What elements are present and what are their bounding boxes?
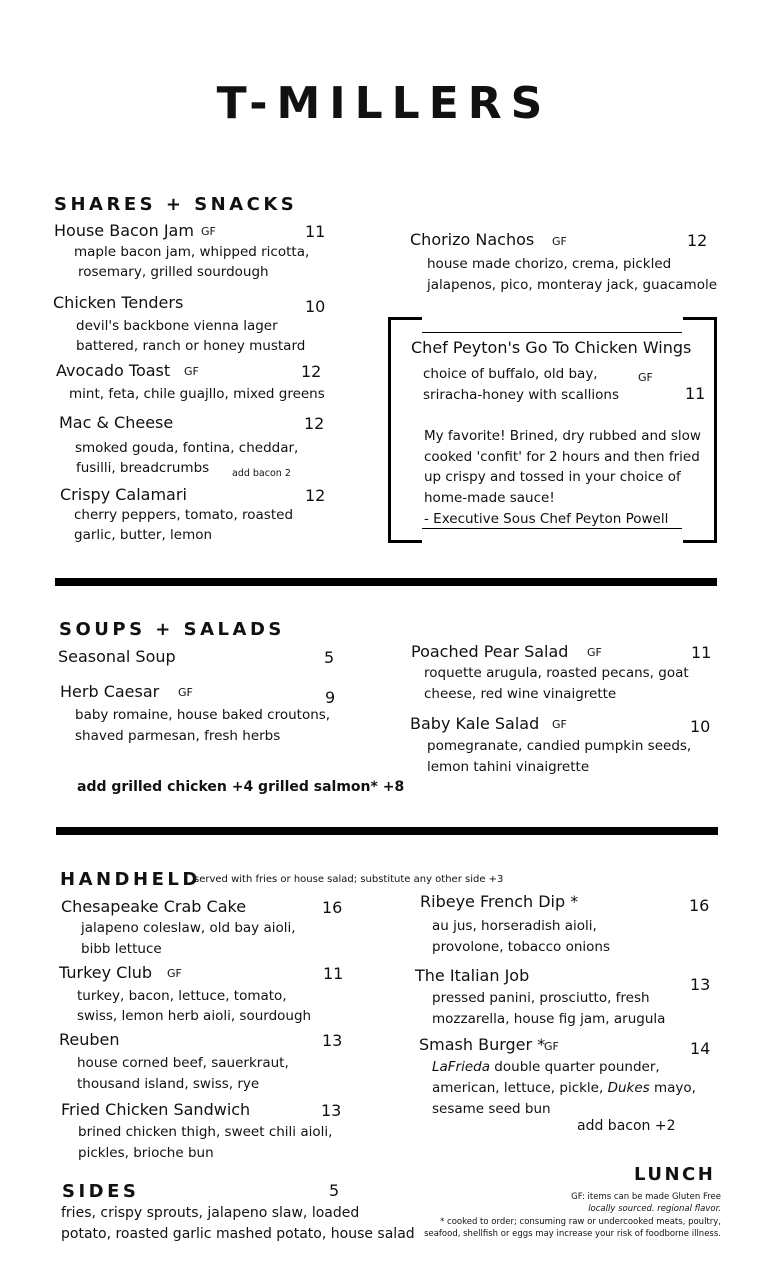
item-price: 5 (329, 1181, 340, 1200)
warning-note: seafood, shellfish or eggs may increase your risk of foodborne illness. (424, 1229, 721, 1239)
item-description (432, 1078, 696, 1099)
item-name: Avocado Toast (56, 361, 171, 380)
item-description: fries, crispy sprouts, jalapeno slaw, loaded (61, 1205, 360, 1221)
item-price: 11 (305, 222, 326, 241)
item-description: turkey, bacon, lettuce, tomato, (77, 988, 287, 1004)
gf-badge: GF (552, 235, 567, 248)
handheld-note: served with fries or house salad; substitute any other side +3 (194, 874, 504, 885)
item-description: baby romaine, house baked croutons, (75, 707, 331, 723)
item-description: thousand island, swiss, rye (77, 1076, 260, 1092)
section-heading-soups: SOUPS + SALADS (59, 619, 285, 640)
chef-quote: home-made sauce! (424, 490, 555, 506)
item-price: 12 (301, 362, 322, 381)
item-description: cherry peppers, tomato, roasted (74, 507, 294, 523)
item-description: au jus, horseradish aioli, (432, 918, 597, 934)
item-name: Ribeye French Dip * (420, 892, 579, 911)
desc-text: mayo, (649, 1080, 696, 1096)
section-divider (56, 827, 718, 835)
item-price: 10 (690, 717, 711, 736)
item-price: 11 (691, 643, 712, 662)
item-description: house corned beef, sauerkraut, (77, 1055, 289, 1071)
salad-addons: add grilled chicken +4 grilled salmon* +8 (77, 779, 405, 795)
section-heading-handheld: HANDHELD (60, 869, 201, 890)
item-name: Reuben (59, 1030, 120, 1049)
item-description: pressed panini, prosciutto, fresh (432, 990, 650, 1006)
item-description: jalapeno coleslaw, old bay aioli, (81, 920, 296, 936)
section-divider (55, 578, 717, 586)
item-price: 13 (321, 1101, 342, 1120)
item-description: maple bacon jam, whipped ricotta, (74, 244, 310, 260)
gf-badge: GF (184, 365, 199, 378)
addon-note: add bacon 2 (232, 468, 291, 479)
item-price: 16 (322, 898, 343, 917)
divider (422, 332, 682, 333)
item-name: Fried Chicken Sandwich (61, 1100, 251, 1119)
gf-badge: GF (178, 686, 193, 699)
brand-name: Dukes (607, 1080, 650, 1096)
item-description: lemon tahini vinaigrette (427, 759, 590, 775)
item-description: pickles, brioche bun (78, 1145, 214, 1161)
item-name: Mac & Cheese (59, 413, 174, 432)
chef-signature: - Executive Sous Chef Peyton Powell (424, 511, 669, 527)
item-description: devil's backbone vienna lager (76, 318, 278, 334)
gf-badge: GF (201, 225, 216, 238)
item-name: Crispy Calamari (60, 485, 187, 504)
item-description (432, 1057, 660, 1078)
gf-badge: GF (544, 1040, 559, 1053)
brand-name: LaFrieda (432, 1059, 491, 1075)
desc-text: double quarter pounder, (490, 1059, 660, 1075)
item-name: Seasonal Soup (58, 647, 176, 666)
item-description: sriracha-honey with scallions (423, 387, 620, 403)
item-description: shaved parmesan, fresh herbs (75, 728, 281, 744)
item-name: Chicken Tenders (53, 293, 184, 312)
chef-quote: up crispy and tossed in your choice of (424, 469, 681, 485)
item-description: pomegranate, candied pumpkin seeds, (427, 738, 692, 754)
divider (422, 528, 682, 529)
item-description: sesame seed bun (432, 1101, 551, 1117)
item-price: 11 (685, 384, 706, 403)
item-description: swiss, lemon herb aioli, sourdough (77, 1008, 312, 1024)
item-description: provolone, tobacco onions (432, 939, 610, 955)
item-name: Chesapeake Crab Cake (61, 897, 247, 916)
tagline: locally sourced. regional flavor. (588, 1204, 721, 1214)
item-description: roquette arugula, roasted pecans, goat (424, 665, 689, 681)
restaurant-title: T-MILLERS (216, 78, 552, 129)
item-description: bibb lettuce (81, 941, 162, 957)
item-name: Turkey Club (59, 963, 153, 982)
item-description: house made chorizo, crema, pickled (427, 256, 672, 272)
item-price: 13 (322, 1031, 343, 1050)
desc-text: american, lettuce, pickle, (432, 1080, 608, 1096)
gf-badge: GF (587, 646, 602, 659)
menu-label-lunch: LUNCH (634, 1164, 716, 1185)
warning-note: * cooked to order; consuming raw or undercooked meats, poultry, (440, 1217, 721, 1227)
item-description: garlic, butter, lemon (74, 527, 213, 543)
item-price: 12 (305, 486, 326, 505)
item-price: 12 (304, 414, 325, 433)
item-name: Poached Pear Salad (411, 642, 569, 661)
item-name: Chorizo Nachos (410, 230, 535, 249)
item-price: 11 (323, 964, 344, 983)
item-description: mozzarella, house fig jam, arugula (432, 1011, 666, 1027)
item-price: 14 (690, 1039, 711, 1058)
section-heading-shares: SHARES + SNACKS (54, 194, 298, 215)
item-description: battered, ranch or honey mustard (76, 338, 306, 354)
item-name: Herb Caesar (60, 682, 160, 701)
item-description: mint, feta, chile guajllo, mixed greens (69, 386, 325, 402)
gf-badge: GF (552, 718, 567, 731)
item-price: 12 (687, 231, 708, 250)
item-description: cheese, red wine vinaigrette (424, 686, 617, 702)
section-heading-sides: SIDES (62, 1181, 140, 1202)
item-description: smoked gouda, fontina, cheddar, (75, 440, 299, 456)
item-description: jalapenos, pico, monteray jack, guacamole (427, 277, 718, 293)
item-name: Baby Kale Salad (410, 714, 540, 733)
gf-badge: GF (167, 967, 182, 980)
item-description: potato, roasted garlic mashed potato, house salad (61, 1226, 415, 1242)
item-price: 13 (690, 975, 711, 994)
chef-quote: cooked 'confit' for 2 hours and then fried (424, 449, 700, 465)
item-name: Smash Burger * (419, 1035, 546, 1054)
addon-note: add bacon +2 (577, 1118, 676, 1134)
item-price: 16 (689, 896, 710, 915)
item-name: The Italian Job (415, 966, 530, 985)
item-price: 9 (325, 688, 336, 707)
item-price: 5 (324, 648, 335, 667)
item-description: fusilli, breadcrumbs (76, 460, 210, 476)
item-name: Chef Peyton's Go To Chicken Wings (411, 338, 692, 357)
item-description: brined chicken thigh, sweet chili aioli, (78, 1124, 333, 1140)
gf-badge: GF (638, 371, 653, 384)
gf-note: GF: items can be made Gluten Free (571, 1192, 721, 1202)
item-name: House Bacon Jam (54, 221, 194, 240)
item-description: rosemary, grilled sourdough (78, 264, 269, 280)
item-description: choice of buffalo, old bay, (423, 366, 598, 382)
item-price: 10 (305, 297, 326, 316)
chef-quote: My favorite! Brined, dry rubbed and slow (424, 428, 701, 444)
